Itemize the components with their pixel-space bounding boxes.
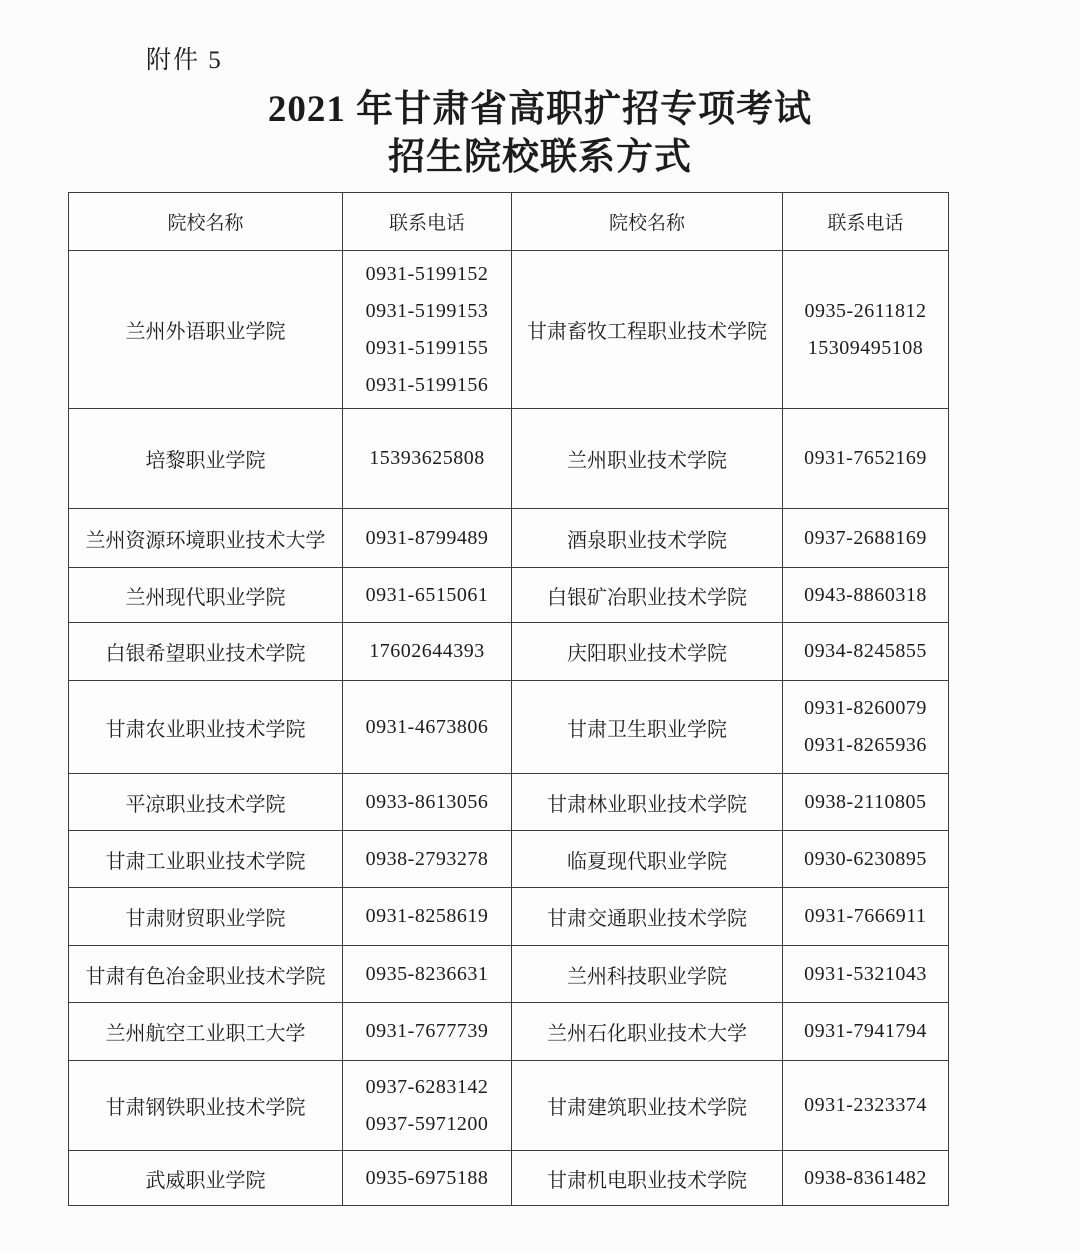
phone-numbers (787, 848, 944, 871)
phone-cell-right (783, 509, 949, 568)
phone-number: 0931-8799489 (365, 526, 489, 549)
phone-numbers (347, 527, 507, 550)
phone-cell-right (783, 409, 949, 509)
phone-number: 0930-6230895 (804, 847, 927, 870)
phone-numbers (787, 697, 944, 757)
table-row (69, 774, 949, 831)
table-row (69, 251, 949, 409)
phone-number: 0938-2793278 (365, 847, 489, 870)
phone-number: 0931-7941794 (804, 1020, 927, 1042)
phone-number: 0931-8258619 (365, 905, 489, 927)
table-row (69, 831, 949, 888)
phone-numbers (787, 791, 944, 814)
phone-numbers (347, 716, 507, 739)
phone-cell-left (343, 946, 512, 1003)
college-name-right: 甘肃交通职业技术学院 (512, 888, 783, 946)
phone-cell-left (343, 1003, 512, 1061)
phone-number: 0938-8361482 (804, 1166, 927, 1189)
header-college-name-left: 院校名称 (69, 193, 343, 251)
phone-cell-left (343, 774, 512, 831)
phone-numbers (787, 447, 944, 470)
phone-cell-left (343, 568, 512, 623)
table-header-row (69, 193, 949, 251)
phone-cell-right (783, 251, 949, 409)
phone-cell-right (783, 831, 949, 888)
phone-cell-left (343, 623, 512, 681)
college-name-left: 平凉职业技术学院 (69, 774, 343, 831)
table-row (69, 509, 949, 568)
table-body (69, 251, 949, 1206)
college-name-right: 甘肃林业职业技术学院 (512, 774, 783, 831)
page-title-line1: 2021 年甘肃省高职扩招专项考试 (267, 89, 813, 130)
phone-number: 17602644393 (369, 640, 485, 662)
college-name-right: 酒泉职业技术学院 (512, 509, 783, 568)
college-name-right: 临夏现代职业学院 (512, 831, 783, 888)
college-name-left: 兰州航空工业职工大学 (69, 1003, 343, 1061)
phone-number: 0931-5321043 (804, 962, 927, 985)
phone-cell-right (783, 888, 949, 946)
phone-numbers (787, 963, 944, 986)
phone-numbers (787, 584, 944, 607)
phone-cell-left (343, 1061, 512, 1151)
phone-number: 0943-8860318 (804, 583, 927, 606)
phone-numbers (347, 1020, 507, 1043)
page-title-line2: 招生院校联系方式 (388, 137, 692, 179)
college-name-left: 甘肃钢铁职业技术学院 (69, 1061, 343, 1151)
college-name-right: 庆阳职业技术学院 (512, 623, 783, 681)
table-row (69, 623, 949, 681)
phone-cell-right (783, 946, 949, 1003)
phone-numbers (787, 527, 944, 550)
phone-cell-left (343, 509, 512, 568)
phone-number: 0931-5199152 (365, 262, 489, 285)
phone-number: 0937-2688169 (804, 526, 927, 549)
phone-number: 0931-5199155 (365, 336, 489, 359)
phone-number: 0935-8236631 (365, 962, 489, 985)
phone-number: 0931-4673806 (365, 715, 489, 738)
college-name-left: 甘肃有色冶金职业技术学院 (69, 946, 343, 1003)
college-name-left: 白银希望职业技术学院 (69, 623, 343, 681)
phone-cell-right (783, 623, 949, 681)
phone-numbers (787, 1167, 944, 1190)
table-row (69, 681, 949, 774)
phone-number: 0931-5199153 (365, 299, 489, 322)
college-name-left: 甘肃农业职业技术学院 (69, 681, 343, 774)
college-name-right: 兰州科技职业学院 (512, 946, 783, 1003)
phone-numbers (347, 263, 507, 397)
phone-cell-left (343, 409, 512, 509)
phone-number: 15393625808 (369, 447, 485, 469)
phone-number: 0931-6515061 (365, 583, 489, 606)
contact-table (68, 192, 949, 1206)
table-row (69, 1003, 949, 1061)
header-phone-right: 联系电话 (783, 193, 949, 251)
phone-number: 0937-5971200 (365, 1112, 489, 1135)
phone-numbers (787, 1020, 944, 1043)
phone-cell-left (343, 888, 512, 946)
phone-number: 0934-8245855 (804, 640, 927, 662)
phone-numbers (787, 640, 944, 663)
phone-number: 0931-2323374 (804, 1094, 927, 1116)
phone-numbers (787, 1094, 944, 1117)
phone-number: 0931-8265936 (804, 734, 927, 756)
table-row (69, 946, 949, 1003)
college-name-left: 兰州资源环境职业技术大学 (69, 509, 343, 568)
phone-cell-left (343, 681, 512, 774)
attachment-label: 附件 5 (146, 47, 223, 74)
table-row (69, 409, 949, 509)
table-row (69, 888, 949, 946)
phone-number: 0931-7677739 (365, 1020, 489, 1042)
phone-cell-right (783, 1003, 949, 1061)
phone-numbers (347, 791, 507, 814)
college-name-left: 甘肃财贸职业学院 (69, 888, 343, 946)
college-name-right: 甘肃机电职业技术学院 (512, 1151, 783, 1206)
phone-cell-right (783, 774, 949, 831)
phone-number: 0938-2110805 (804, 790, 927, 813)
college-name-right: 甘肃卫生职业学院 (512, 681, 783, 774)
phone-numbers (347, 640, 507, 663)
phone-numbers (347, 447, 507, 470)
table-row (69, 1061, 949, 1151)
table-header (69, 193, 949, 251)
phone-cell-right (783, 568, 949, 623)
phone-number: 15309495108 (807, 336, 924, 359)
phone-cell-left (343, 1151, 512, 1206)
header-phone-left: 联系电话 (343, 193, 512, 251)
phone-numbers (347, 1076, 507, 1136)
phone-number: 0931-8260079 (804, 697, 927, 719)
phone-number: 0933-8613056 (365, 790, 489, 813)
college-name-right: 甘肃建筑职业技术学院 (512, 1061, 783, 1151)
college-name-left: 兰州外语职业学院 (69, 251, 343, 409)
phone-number: 0931-7652169 (804, 447, 927, 469)
college-name-right: 甘肃畜牧工程职业技术学院 (512, 251, 783, 409)
college-name-right: 兰州石化职业技术大学 (512, 1003, 783, 1061)
college-name-left: 兰州现代职业学院 (69, 568, 343, 623)
phone-numbers (347, 905, 507, 928)
college-name-right: 兰州职业技术学院 (512, 409, 783, 509)
phone-cell-right (783, 1061, 949, 1151)
phone-numbers (787, 905, 944, 928)
phone-cell-right (783, 1151, 949, 1206)
phone-numbers (347, 1167, 507, 1190)
table-row (69, 568, 949, 623)
header-college-name-right: 院校名称 (512, 193, 783, 251)
phone-number: 0937-6283142 (365, 1075, 489, 1098)
phone-cell-left (343, 831, 512, 888)
college-name-left: 甘肃工业职业技术学院 (69, 831, 343, 888)
table-row (69, 1151, 949, 1206)
phone-numbers (787, 300, 944, 360)
college-name-left: 武威职业学院 (69, 1151, 343, 1206)
phone-numbers (347, 848, 507, 871)
phone-number: 0931-7666911 (804, 905, 927, 927)
phone-numbers (347, 584, 507, 607)
phone-number: 0935-6975188 (365, 1166, 489, 1189)
phone-number: 0931-5199156 (365, 373, 489, 396)
college-name-right: 白银矿冶职业技术学院 (512, 568, 783, 623)
page-title (0, 86, 1080, 182)
phone-numbers (347, 963, 507, 986)
phone-cell-right (783, 681, 949, 774)
phone-cell-left (343, 251, 512, 409)
college-name-left: 培黎职业学院 (69, 409, 343, 509)
phone-number: 0935-2611812 (804, 299, 927, 322)
